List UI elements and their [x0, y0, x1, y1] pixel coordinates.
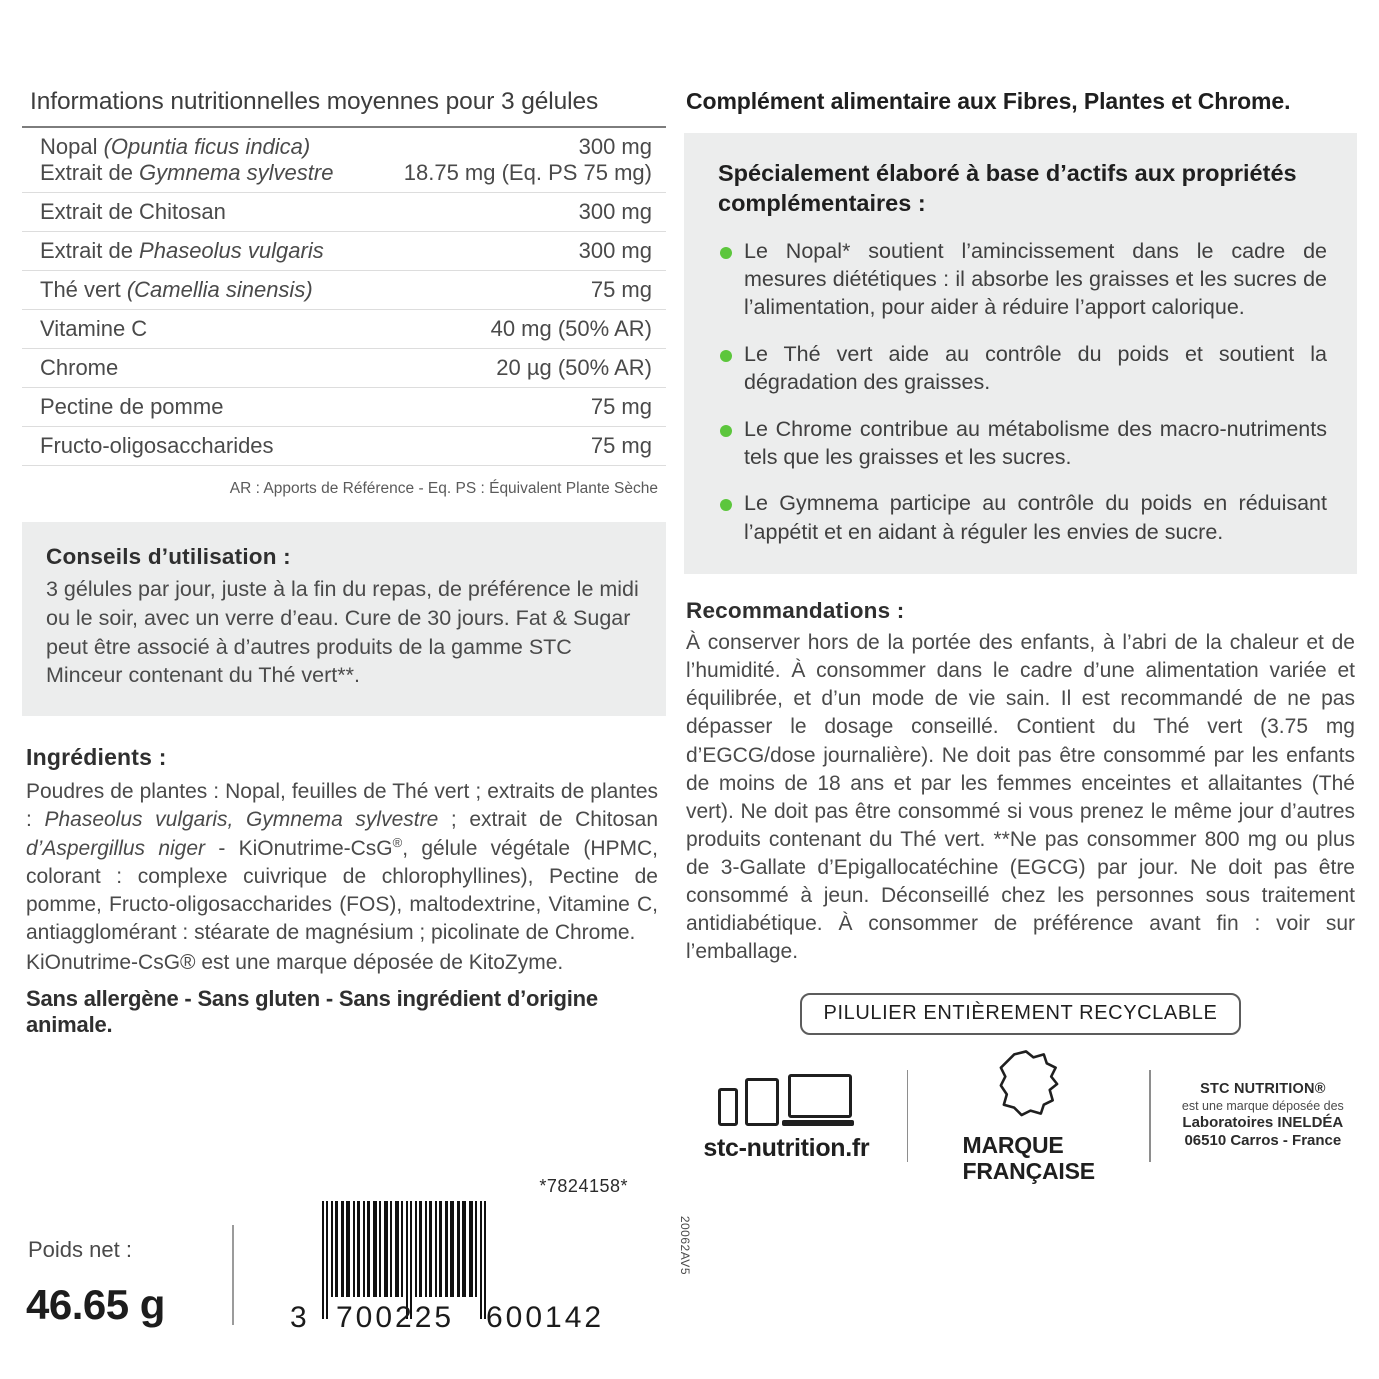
- french-brand-text: [963, 1133, 1095, 1184]
- lot-code: *7824158*: [539, 1176, 628, 1196]
- ingredients-latin-2: d’Aspergillus niger: [26, 837, 206, 861]
- barcode-bar: [331, 1201, 333, 1297]
- footer-divider-2: [1149, 1070, 1151, 1162]
- barcode-bar: [335, 1201, 338, 1297]
- nutrient-latin-name: (Camellia sinensis): [126, 277, 313, 302]
- ingredients-part-2: ; extrait de Chitosan: [438, 808, 658, 832]
- barcode-bar: [480, 1201, 482, 1319]
- barcode-bar: [395, 1201, 399, 1297]
- list-item: [702, 237, 1327, 322]
- nutrient-latin-name: Phaseolus vulgaris: [139, 238, 324, 263]
- barcode-bar: [390, 1201, 392, 1297]
- table-row: [22, 271, 666, 310]
- barcode-bar: [419, 1201, 422, 1297]
- recommendations-body: À conserver hors de la portée des enfants, à l’abri de la chaleur et de l’humidité. À consommer dans le cadre d’une alimentation variée et équilibrée, et d’un mode de vie sain. Il est recommandé de ne pas dépasser le dosage conseillé. Contient du Thé vert (3.75 mg d’EGCG/dose journalière). Ne doit pas être consommé par les enfants de moins de 18 ans et par les femmes enceintes et allaitantes (Thé vert). Ne doit pas être consommé si vous prenez le même jour d’autres produits contenant du Thé vert. **Ne pas consommer 800 mg ou plus de 3-Gallate d’Epigallocatéchine (EGCG) par jour. Ne doit pas être consommé à jeun. Déconseillé chez les personnes sous traitement antidiabétique. À consommer de préférence avant fin : voir sur l’emballage.: [686, 631, 1355, 964]
- nutrient-value: 75 mg: [372, 427, 666, 466]
- barcode-bar: [384, 1201, 388, 1297]
- ingredients-body: [26, 778, 658, 947]
- left-column: [22, 88, 692, 1359]
- barcode-bar: [341, 1201, 344, 1297]
- barcode-bar: [462, 1201, 466, 1297]
- marque-line-1: MARQUE: [962, 1132, 1064, 1159]
- barcode-bar: [457, 1201, 460, 1297]
- nutrition-footnote: AR : Apports de Référence - Eq. PS : Équivalent Plante Sèche: [229, 480, 658, 497]
- registered-mark-icon-2: ®: [180, 950, 196, 974]
- right-column: [684, 88, 1357, 1359]
- benefit-claims-title: Spécialement élaboré à base d’actifs aux propriétés complémentaires :: [718, 160, 1297, 216]
- recyclable-badge: PILULIER ENTIÈREMENT RECYCLABLE: [800, 993, 1242, 1035]
- nutrient-name: Extrait de Chitosan: [22, 193, 372, 232]
- bullet-dot-icon: [720, 247, 732, 259]
- barcode-bar: [435, 1201, 437, 1297]
- company-name: STC NUTRITION®: [1200, 1081, 1326, 1098]
- nutrient-value: 75 mg: [372, 388, 666, 427]
- footer-row: [684, 1057, 1357, 1184]
- usage-advice-box: [22, 522, 666, 716]
- net-weight-value: 46.65 g: [26, 1281, 165, 1328]
- registered-mark-icon: ®: [392, 835, 403, 851]
- table-row: [22, 232, 666, 271]
- list-item: [702, 415, 1327, 472]
- bullet-dot-icon: [720, 350, 732, 362]
- table-row: [22, 388, 666, 427]
- nutrient-name: Thé vert (Camellia sinensis): [22, 271, 372, 310]
- table-row: [22, 427, 666, 466]
- devices-icon: [718, 1068, 854, 1126]
- nutrient-value: 75 mg: [372, 271, 666, 310]
- nutrient-value: 300 mg: [578, 134, 652, 159]
- barcode-bars: [322, 1201, 640, 1297]
- barcode-bar: [346, 1201, 350, 1297]
- vertical-divider: [232, 1225, 234, 1325]
- bullet-dot-icon: [720, 499, 732, 511]
- list-item: [702, 340, 1327, 397]
- laptop-icon: [786, 1074, 854, 1126]
- nutrient-value: 20 µg (50% AR): [372, 349, 666, 388]
- recommendations-title: Recommandations :: [686, 598, 905, 624]
- nutrient-value: 40 mg (50% AR): [372, 310, 666, 349]
- nutrient-name: Pectine de pomme: [22, 388, 372, 427]
- barcode-bar: [429, 1201, 432, 1297]
- nutrition-table-title: Informations nutritionnelles moyennes pour 3 gélules: [30, 88, 599, 115]
- ingredients-latin-1: Phaseolus vulgaris, Gymnema sylvestre: [44, 808, 439, 832]
- usage-advice-text: 3 gélules par jour, juste à la fin du repas, de préférence le midi ou le soir, avec un verre d’eau. Cure de 30 jours. Fat & Sugar peut être associé à d’autres produits de la gamme STC Minceur contenant du Thé vert**.: [46, 577, 639, 688]
- recommendations-section: [684, 598, 1357, 967]
- france-map-icon: [992, 1047, 1066, 1121]
- table-row: [22, 310, 666, 349]
- barcode-bar: [379, 1201, 381, 1297]
- ingredients-part-4: , gélule végétale (HPMC, colorant : complexe cuivrique de chlorophyllines), Pectine de pomme, Fructo-oligosaccharides (FOS), maltodextrine, Vitamine C, antiagglomérant : stéarate de magnésium ; picolinate de Chrome.: [26, 837, 658, 944]
- barcode-bar: [439, 1201, 442, 1297]
- barcode-bar: [373, 1201, 377, 1297]
- laptop-screen-icon: [788, 1074, 852, 1118]
- website-cell: [684, 1068, 889, 1163]
- barcode-bar: [475, 1201, 477, 1297]
- ingredients-title: Ingrédients :: [26, 744, 167, 771]
- claim-text: Le Thé vert aide au contrôle du poids et soutient la dégradation des graisses.: [744, 341, 1327, 395]
- barcode-bar: [445, 1201, 448, 1297]
- ingredients-section: [22, 744, 666, 1037]
- product-headline: Complément alimentaire aux Fibres, Plantes et Chrome.: [686, 88, 1291, 114]
- barcode-bar: [450, 1201, 454, 1297]
- nutrient-name: Fructo-oligosaccharides: [22, 427, 372, 466]
- nutrient-latin-name: Gymnema sylvestre: [139, 160, 334, 185]
- ean13-barcode: [290, 1201, 640, 1334]
- claim-text: Le Gymnema participe au contrôle du poids en réduisant l’appétit et en aidant à réguler les envies de sucre.: [744, 491, 1327, 544]
- nutrient-value: 18.75 mg (Eq. PS 75 mg): [372, 160, 666, 193]
- trademark-note-text: est une marque déposée de KitoZyme.: [195, 950, 564, 974]
- table-row: [22, 193, 666, 232]
- barcode-bar: [353, 1201, 355, 1297]
- usage-advice-title: Conseils d’utilisation :: [46, 544, 291, 569]
- benefit-claims-box: [684, 133, 1357, 574]
- claim-text: Le Chrome contribue au métabolisme des macro-nutriments tels que les graisses et les sucres.: [744, 416, 1327, 469]
- nutrient-latin-name: (Opuntia ficus indica): [103, 134, 311, 159]
- marque-line-2: FRANÇAISE: [962, 1157, 1095, 1184]
- tablet-icon: [745, 1078, 779, 1126]
- barcode-left-digits: 700225: [336, 1301, 455, 1334]
- list-item: [702, 489, 1327, 546]
- barcode-lead-digit: 3: [290, 1301, 307, 1334]
- table-row: [22, 349, 666, 388]
- bullet-dot-icon: [720, 425, 732, 437]
- nutrient-value: 300 mg: [372, 193, 666, 232]
- trademark-name: KiOnutrime-CsG: [26, 950, 181, 974]
- nutrient-value: 300 mg: [372, 232, 666, 271]
- barcode-bar: [322, 1201, 324, 1319]
- barcode-bar: [425, 1201, 427, 1297]
- side-batch-code: 20062AV5: [678, 1215, 692, 1275]
- nutrient-name: Nopal (Opuntia ficus indica): [40, 134, 311, 159]
- claim-text: Le Nopal* soutient l’amincissement dans le cadre de mesures diététiques : il absorbe les graisses et les sucres de l’alimentation, pour aider à réduire l’apport calorique.: [744, 238, 1327, 320]
- nutrient-name: Vitamine C: [22, 310, 372, 349]
- company-info-cell: [1169, 1081, 1357, 1149]
- table-row: [22, 127, 666, 160]
- company-trademark-note: est une marque déposée des: [1181, 1098, 1344, 1113]
- barcode-bar: [415, 1201, 417, 1297]
- french-brand-cell: [926, 1047, 1131, 1184]
- allergen-free-statement: Sans allergène - Sans gluten - Sans ingrédient d’origine animale.: [26, 985, 598, 1037]
- barcode-right-digits: 600142: [486, 1301, 605, 1334]
- ingredients-part-1: Poudres de plantes : Nopal, feuilles de Thé vert ; extraits de plantes :: [26, 780, 658, 832]
- net-weight-label: Poids net :: [28, 1237, 132, 1262]
- barcode-bar: [326, 1201, 328, 1319]
- phone-icon: [718, 1088, 738, 1126]
- nutrition-table: [22, 126, 666, 466]
- nutrient-name: Extrait de Phaseolus vulgaris: [22, 232, 372, 271]
- website-url[interactable]: stc-nutrition.fr: [703, 1134, 870, 1163]
- company-lab: Laboratoires INELDÉA: [1182, 1113, 1344, 1131]
- barcode-bar: [469, 1201, 473, 1297]
- ingredients-part-3: - KiOnutrime-CsG: [205, 837, 393, 861]
- barcode-bar: [357, 1201, 360, 1297]
- company-address: 06510 Carros - France: [1184, 1131, 1342, 1149]
- barcode-bar: [363, 1201, 365, 1297]
- barcode-bar: [401, 1201, 403, 1297]
- nutrient-name: Extrait de Gymnema sylvestre: [22, 160, 372, 193]
- nutrient-name: Chrome: [22, 349, 372, 388]
- ingredients-trademark-note: [26, 949, 658, 977]
- recyclable-badge-wrap: [684, 993, 1357, 1035]
- table-row: [22, 160, 666, 193]
- barcode-bar: [367, 1201, 370, 1297]
- laptop-base-icon: [782, 1120, 854, 1126]
- benefit-claims-list: [702, 237, 1327, 546]
- barcode-zone: [22, 1169, 692, 1349]
- footer-divider-1: [907, 1070, 909, 1162]
